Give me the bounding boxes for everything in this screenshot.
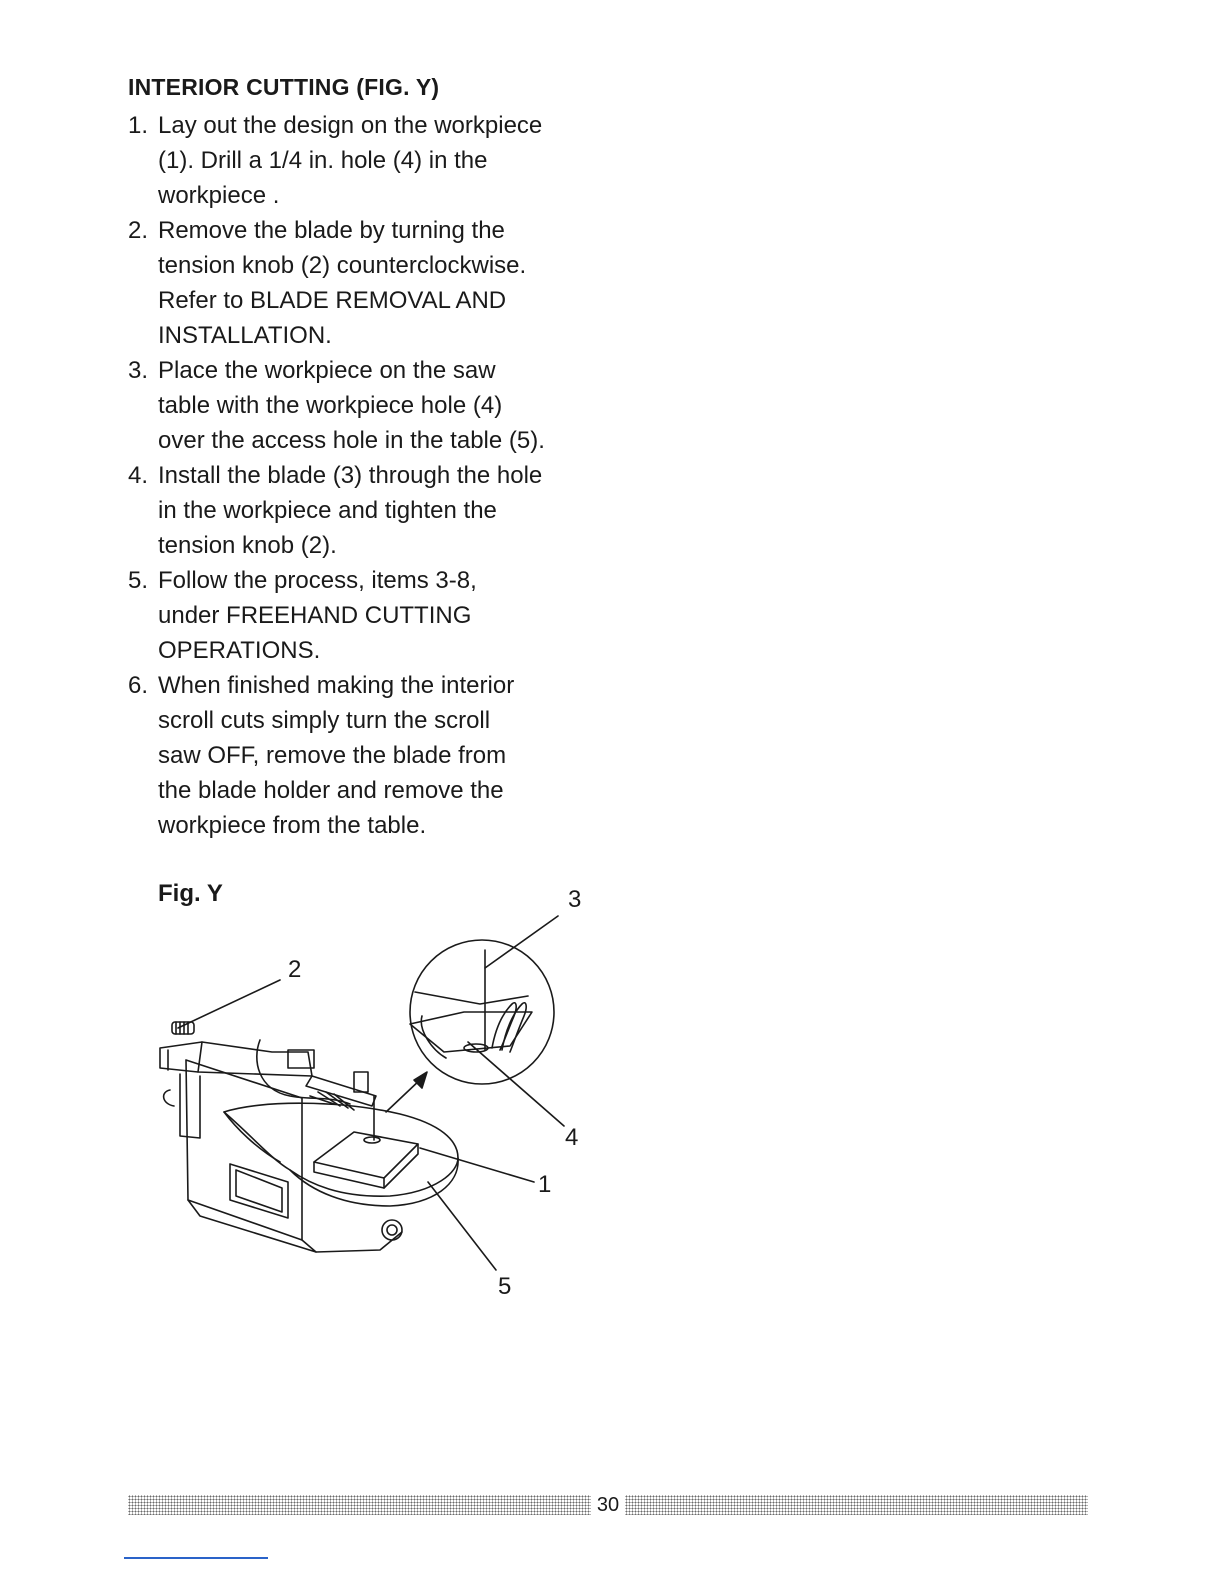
callout-4: 4 [565, 1124, 579, 1151]
step-text [158, 108, 598, 213]
figure-label: Fig. Y [158, 880, 223, 907]
scroll-saw-illustration [140, 900, 610, 1300]
step-line: under FREEHAND CUTTING [158, 602, 472, 629]
step-line: over the access hole in the table (5). [158, 427, 545, 454]
step-line: When finished making the interior [158, 672, 515, 699]
step-text [158, 563, 598, 668]
list-item [128, 213, 598, 353]
page-number: 30 [596, 1494, 620, 1516]
step-number: 6. [128, 672, 149, 699]
arrow-head [414, 1072, 427, 1088]
speed-knob [382, 1220, 402, 1240]
leader-line-1 [420, 1148, 534, 1182]
step-line: workpiece from the table. [158, 812, 427, 839]
step-line: Remove the blade by turning the [158, 217, 505, 244]
list-item [128, 563, 598, 668]
step-number: 1. [128, 112, 149, 139]
upper-arm [160, 1042, 312, 1076]
step-line: in the workpiece and tighten the [158, 497, 497, 524]
step-line: Lay out the design on the workpiece [158, 112, 543, 139]
footer-pattern-left [128, 1495, 591, 1515]
step-text [158, 353, 598, 458]
step-text [158, 213, 598, 353]
step-line: INSTALLATION. [158, 322, 332, 349]
step-number: 4. [128, 462, 149, 489]
base-access-panel [230, 1164, 288, 1218]
callout-5: 5 [498, 1273, 512, 1300]
instruction-list [128, 108, 598, 843]
saw-base [186, 1060, 302, 1240]
step-line: workpiece . [158, 182, 280, 209]
step-line: Place the workpiece on the saw [158, 357, 496, 384]
step-line: saw OFF, remove the blade from [158, 742, 507, 769]
workpiece [314, 1132, 418, 1178]
step-number: 3. [128, 357, 149, 384]
step-line: Install the blade (3) through the hole [158, 462, 543, 489]
saw-table [224, 1103, 458, 1196]
step-line: scroll cuts simply turn the scroll [158, 707, 491, 734]
step-line: OPERATIONS. [158, 637, 321, 664]
step-line: Follow the process, items 3-8, [158, 567, 477, 594]
step-text [158, 668, 598, 843]
list-item [128, 353, 598, 458]
leader-line-5 [428, 1182, 496, 1270]
page-footer [128, 1493, 1088, 1517]
step-line: Refer to BLADE REMOVAL AND [158, 287, 507, 314]
leader-line-2 [178, 980, 280, 1028]
footer-pattern-right [625, 1495, 1088, 1515]
step-line: the blade holder and remove the [158, 777, 504, 804]
step-number: 5. [128, 567, 149, 594]
list-item [128, 668, 598, 843]
list-item [128, 108, 598, 213]
callout-1: 1 [538, 1171, 552, 1198]
section-heading: INTERIOR CUTTING (FIG. Y) [128, 74, 440, 100]
step-text [158, 458, 598, 563]
callout-3: 3 [568, 886, 582, 913]
step-line: tension knob (2). [158, 532, 337, 559]
step-line: tension knob (2) counterclockwise. [158, 252, 527, 279]
bottom-rule [124, 1557, 268, 1559]
step-number: 2. [128, 217, 149, 244]
list-item [128, 458, 598, 563]
access-hole [364, 1137, 380, 1143]
step-line: (1). Drill a 1/4 in. hole (4) in the [158, 147, 488, 174]
step-line: table with the workpiece hole (4) [158, 392, 503, 419]
callout-2: 2 [288, 956, 302, 983]
